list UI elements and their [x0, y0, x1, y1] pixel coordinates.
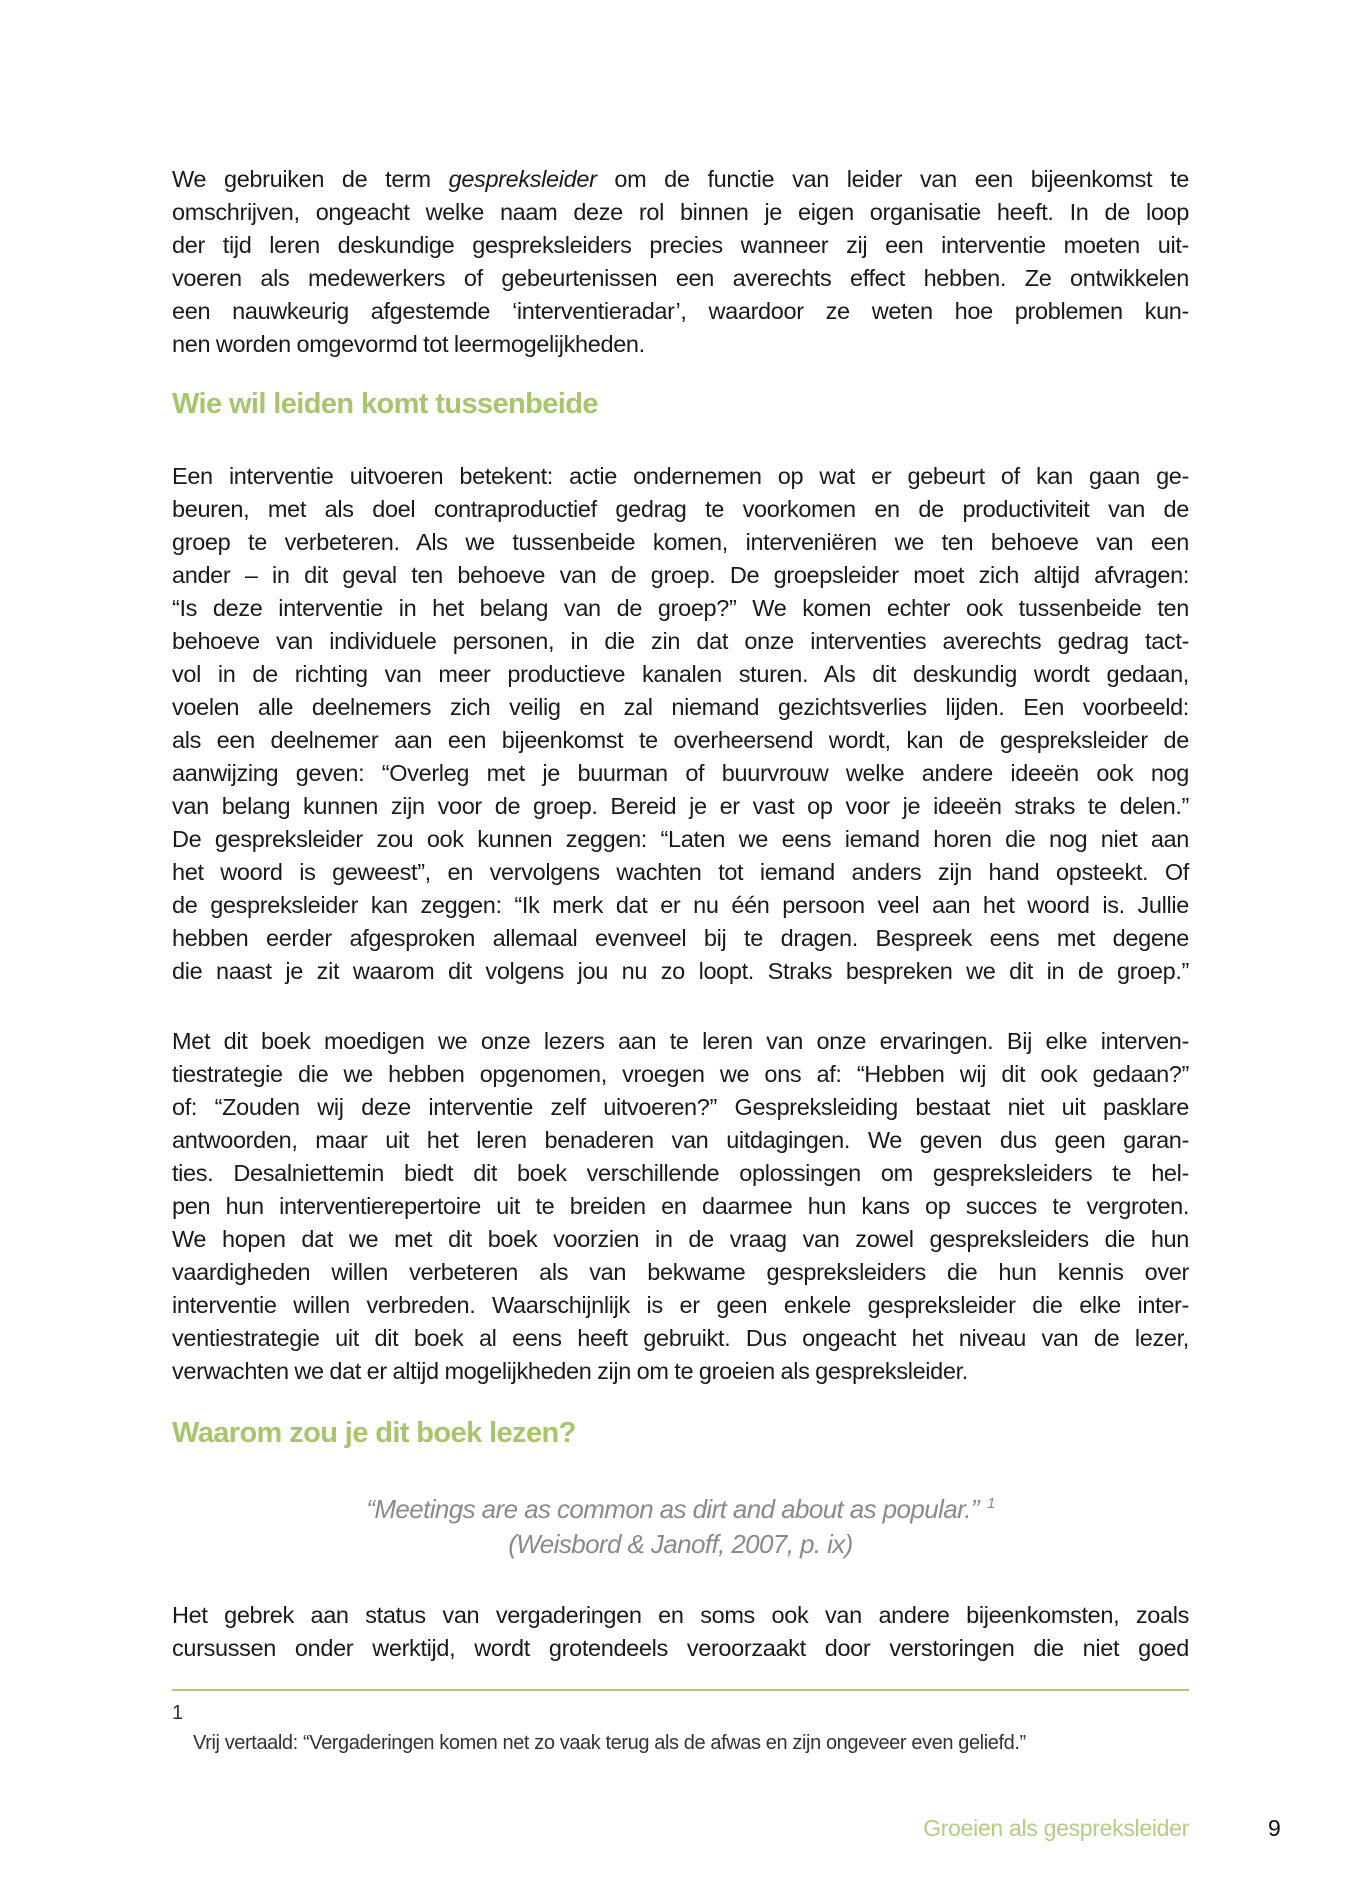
- text-line: voelen alle deelnemers zich veilig en zal niemand gezichtsverlies lijden. Een voorbeeld:: [172, 694, 1189, 720]
- epigraph-citation: (Weisbord & Janoff, 2007, p. ix): [508, 1529, 853, 1559]
- text-line: pen hun interventierepertoire uit te breiden en daarmee hun kans op succes te vergroten.: [172, 1193, 1189, 1219]
- section-heading: Wie wil leiden komt tussenbeide: [172, 388, 598, 420]
- text-line: Met dit boek moedigen we onze lezers aan te leren van onze ervaringen. Bij elke interven-: [172, 1028, 1189, 1054]
- text-line: omschrijven, ongeacht welke naam deze rol binnen je eigen organisatie heeft. In de loop: [172, 199, 1189, 225]
- text-line: verwachten we dat er altijd mogelijkheden zijn om te groeien als gespreksleider.: [172, 1358, 968, 1384]
- text-line: van belang kunnen zijn voor de groep. Bereid je er vast op voor je ideeën straks te delen.”: [172, 793, 1189, 819]
- intro-paragraph: [172, 163, 1189, 361]
- text-line: We hopen dat we met dit boek voorzien in de vraag van zowel gespreksleiders die hun: [172, 1226, 1189, 1252]
- text-line: “Is deze interventie in het belang van de groep?” We komen echter ook tussenbeide ten: [172, 595, 1189, 621]
- text-line: beuren, met als doel contraproductief gedrag te voorkomen en de productiviteit van de: [172, 496, 1189, 522]
- text-line: interventie willen verbreden. Waarschijnlijk is er geen enkele gespreksleider die elke inter-: [172, 1292, 1189, 1318]
- text-line: ties. Desalniettemin biedt dit boek verschillende oplossingen om gespreksleiders te hel-: [172, 1160, 1189, 1186]
- text-line: ander – in dit geval ten behoeve van de groep. De groepsleider moet zich altijd afvragen:: [172, 562, 1189, 588]
- text-line: vol in de richting van meer productieve kanalen sturen. Als dit deskundig wordt gedaan,: [172, 661, 1189, 687]
- text-line: een nauwkeurig afgestemde ‘interventieradar’, waardoor ze weten hoe problemen kun-: [172, 298, 1189, 324]
- quote-text: “Meetings are as common as dirt and about as popular.”: [366, 1494, 979, 1524]
- text-line: of: “Zouden wij deze interventie zelf uitvoeren?” Gespreksleiding bestaat niet uit pasklare: [172, 1094, 1189, 1120]
- text-line: tiestrategie die we hebben opgenomen, vroegen we ons af: “Hebben wij dit ook gedaan?”: [172, 1061, 1189, 1087]
- text-line: nen worden omgevormd tot leermogelijkheden.: [172, 331, 645, 357]
- text-line: die naast je zit waarom dit volgens jou nu zo loopt. Straks bespreken we dit in de groep.”: [172, 958, 1189, 984]
- body-paragraph: [172, 460, 1189, 988]
- body-paragraph: [172, 1025, 1189, 1388]
- footnote-text: Vrij vertaald: “Vergaderingen komen net zo vaak terug als de afwas en zijn ongeveer even geliefd.”: [193, 1732, 1026, 1754]
- text-line: als een deelnemer aan een bijeenkomst te overheersend wordt, kan de gespreksleider de: [172, 727, 1189, 753]
- running-title: Groeien als gespreksleider: [923, 1815, 1189, 1841]
- footnote-reference[interactable]: 1: [986, 1495, 995, 1512]
- text-line: groep te verbeteren. Als we tussenbeide komen, interveniëren we ten behoeve van een: [172, 529, 1189, 555]
- body-paragraph: [172, 1599, 1189, 1665]
- text-line: Het gebrek aan status van vergaderingen en soms ook van andere bijeenkomsten, zoals: [172, 1602, 1189, 1628]
- text-fragment: We gebruiken de term: [172, 166, 449, 192]
- text-line: aanwijzing geven: “Overleg met je buurman of buurvrouw welke andere ideeën ook nog: [172, 760, 1189, 786]
- page-number: 9: [1268, 1815, 1281, 1841]
- text-line: antwoorden, maar uit het leren benaderen van uitdagingen. We geven dus geen garan-: [172, 1127, 1189, 1153]
- text-line: Een interventie uitvoeren betekent: actie ondernemen op wat er gebeurt of kan gaan ge-: [172, 463, 1189, 489]
- footnote-number: 1: [172, 1702, 184, 1724]
- text-line: hebben eerder afgesproken allemaal evenveel bij te dragen. Bespreek eens met degene: [172, 925, 1189, 951]
- text-line: der tijd leren deskundige gespreksleiders precies wanneer zij een interventie moeten uit-: [172, 232, 1189, 258]
- text-fragment: om de functie van leider van een bijeenkomst te: [596, 166, 1189, 192]
- text-line: de gespreksleider kan zeggen: “Ik merk dat er nu één persoon veel aan het woord is. Jullie: [172, 892, 1189, 918]
- text-line: behoeve van individuele personen, in die zin dat onze interventies averechts gedrag tact-: [172, 628, 1189, 654]
- emphasized-term: gespreksleider: [448, 166, 597, 192]
- footnote-divider: [172, 1689, 1189, 1691]
- section-heading: Waarom zou je dit boek lezen?: [172, 1417, 576, 1449]
- text-line: voeren als medewerkers of gebeurtenissen een averechts effect hebben. Ze ontwikkelen: [172, 265, 1189, 291]
- text-line: het woord is geweest”, en vervolgens wachten tot iemand anders zijn hand opsteekt. Of: [172, 859, 1189, 885]
- epigraph-quote: [172, 1484, 1189, 1529]
- text-line: vaardigheden willen verbeteren als van bekwame gespreksleiders die hun kennis over: [172, 1259, 1189, 1285]
- text-line: [172, 163, 1189, 196]
- text-line: De gespreksleider zou ook kunnen zeggen: “Laten we eens iemand horen die nog niet aan: [172, 826, 1189, 852]
- text-line: cursussen onder werktijd, wordt grotendeels veroorzaakt door verstoringen die niet goed: [172, 1635, 1189, 1661]
- text-line: ventiestrategie uit dit boek al eens heeft gebruikt. Dus ongeacht het niveau van de lezer,: [172, 1325, 1189, 1351]
